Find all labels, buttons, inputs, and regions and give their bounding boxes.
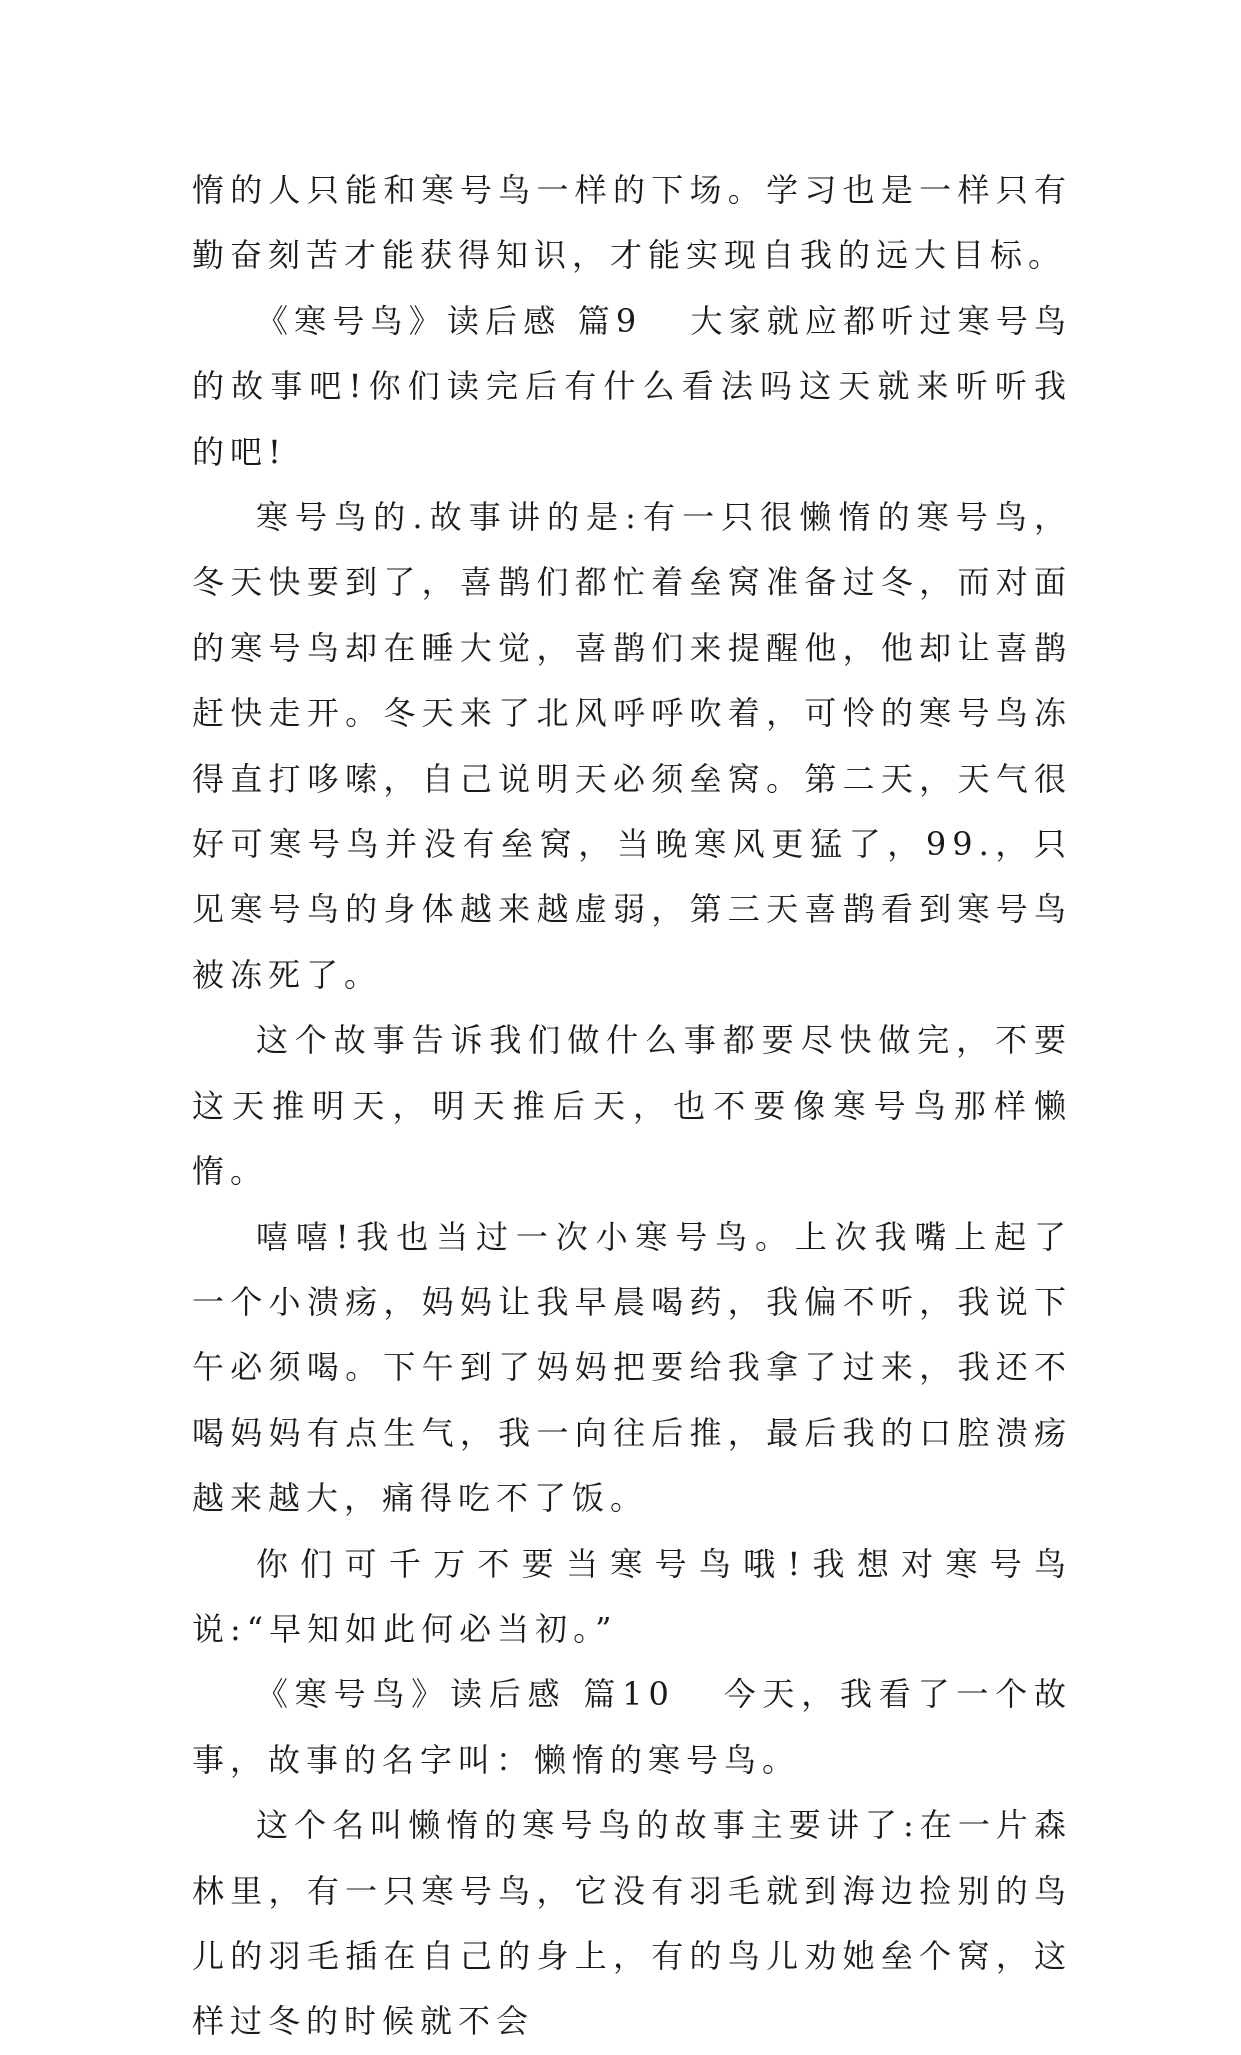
paragraph xyxy=(192,1205,1072,1532)
paragraph-text: 嘻嘻!我也当过一次小寒号鸟。上次我嘴上起了一个小溃疡，妈妈让我早晨喝药，我偏不听，我说下午必须喝。下午到了妈妈把要给我拿了过来，我还不喝妈妈有点生气，我一向往后推，最后我的口腔溃疡越来越大，痛得吃不了饭。 xyxy=(192,1217,1072,1518)
paragraph-text: 这个故事告诉我们做什么事都要尽快做完，不要这天推明天，明天推后天，也不要像寒号鸟那样懒惰。 xyxy=(192,1021,1072,1191)
paragraph-with-heading xyxy=(192,1662,1072,1793)
paragraph xyxy=(192,485,1072,1008)
paragraph-text: 寒号鸟的.故事讲的是:有一只很懒惰的寒号鸟，冬天快要到了，喜鹊们都忙着垒窝准备过冬，而对面的寒号鸟却在睡大觉，喜鹊们来提醒他，他却让喜鹊赶快走开。冬天来了北风呼呼吹着，可怜的寒号鸟冻得直打哆嗦，自己说明天必须垒窝。第二天，天气很好可寒号鸟并没有垒窝，当晚寒风更猛了，99.，只见寒号鸟的身体越来越虚弱，第三天喜鹊看到寒号鸟被冻死了。 xyxy=(192,498,1072,994)
document-body xyxy=(192,158,1072,2055)
paragraph-text: 今天，我看了一个故事，故事的名字叫：懒惰的寒号鸟。 xyxy=(192,1675,1072,1779)
paragraph-text: 惰的人只能和寒号鸟一样的下场。学习也是一样只有勤奋刻苦才能获得知识，才能实现自我的远大目标。 xyxy=(192,171,1072,275)
section-heading: 《寒号鸟》读后感 篇9 xyxy=(256,301,643,340)
paragraph xyxy=(192,1532,1072,1663)
section-heading: 《寒号鸟》读后感 篇10 xyxy=(256,1675,675,1714)
paragraph-text: 大家就应都听过寒号鸟的故事吧!你们读完后有什么看法吗这天就来听听我的吧! xyxy=(192,301,1072,471)
paragraph xyxy=(192,158,1072,289)
paragraph xyxy=(192,1793,1072,2055)
paragraph-text: 这个名叫懒惰的寒号鸟的故事主要讲了:在一片森林里，有一只寒号鸟，它没有羽毛就到海边捡别的鸟儿的羽毛插在自己的身上，有的鸟儿劝她垒个窝，这样过冬的时候就不会 xyxy=(192,1806,1072,2041)
paragraph-with-heading xyxy=(192,289,1072,485)
paragraph-text: 你们可千万不要当寒号鸟哦!我想对寒号鸟说:“早知如此何必当初。” xyxy=(192,1544,1072,1648)
paragraph xyxy=(192,1008,1072,1204)
